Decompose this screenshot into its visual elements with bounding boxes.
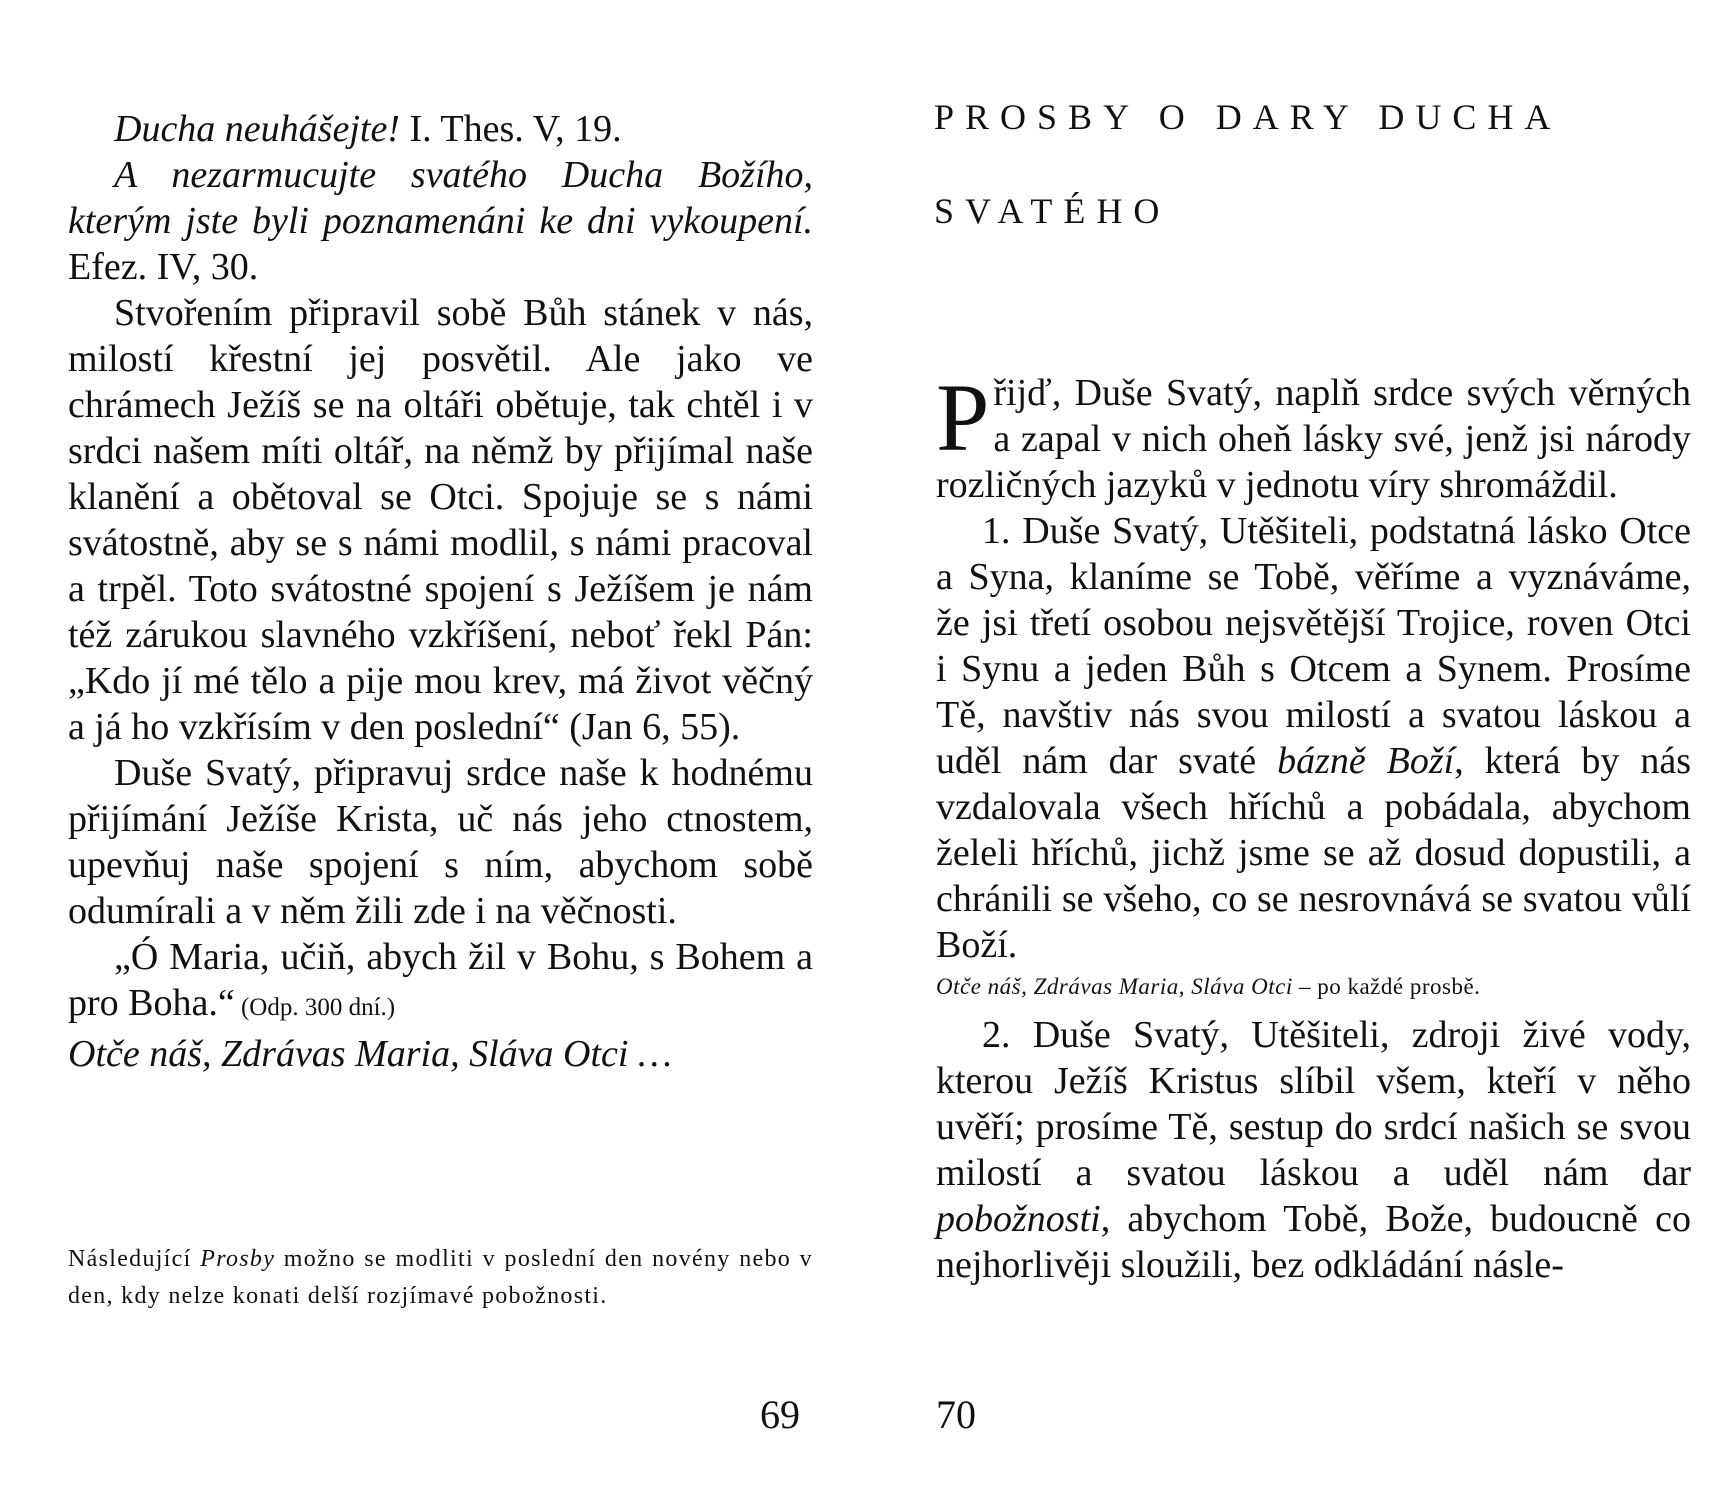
prayer-paragraph: Duše Svatý, připravuj srdce naše k hodnému přijímání Ježíše Krista, uč nás jeho ctnostem, upevňuj naše spojení s ním, abychom sobě odumírali a v něm žili zde i na věčnosti. <box>68 752 813 932</box>
footnote-text-before: Následující <box>68 1246 201 1272</box>
petition-1-gift: bázně Boží <box>1277 740 1455 782</box>
right-page-body <box>936 364 1691 1288</box>
chapter-title-line-2: SVATÉHO <box>934 191 1171 231</box>
footnote-italic: Prosby <box>200 1246 276 1272</box>
scripture-verse-2 <box>68 152 813 290</box>
petition-2-text-b: , abychom Tobě, Bože, budoucně co nejhorlivěji sloužili, bez odkládání násle- <box>936 1198 1691 1286</box>
aspiration-paragraph <box>68 934 813 1031</box>
verse-1-reference: I. Thes. V, 19. <box>399 108 622 150</box>
refrain-instruction: – po každé prosbě. <box>1292 974 1481 999</box>
petition-1-text-a: Duše Svatý, Utěšiteli, podstatná lásko Otce a Syna, klaníme se Tobě, věříme a vyznáváme, že jsi třetí osobou nejsvětější Trojice, roven Otci i Synu a jeden Bůh s Otcem a Synem. Prosíme Tě, navštiv nás svou milostí a svatou láskou a uděl nám dar svaté <box>936 510 1691 782</box>
petition-1 <box>936 508 1691 968</box>
left-page-body <box>68 106 813 1077</box>
petition-1-number: 1. <box>982 510 1011 552</box>
prayers-line: Otče náš, Zdrávas Maria, Sláva Otci … <box>68 1033 672 1075</box>
petition-2-gift: pobožnosti <box>936 1198 1101 1240</box>
meditation-paragraph: Stvořením připravil sobě Bůh stánek v nás, milostí křestní jej posvětil. Ale jako ve chrámech Ježíš se na oltáři obětuje, tak chtěl i v srdci našem míti oltář, na němž by přijímal naše klanění a obětoval se Otci. Spojuje se s námi svátostně, aby se s námi modlil, s námi pracoval a trpěl. Toto svátostné spojení s Ježíšem je nám též zárukou slavného vzkříšení, neboť řekl Pán: „Kdo jí mé tělo a pije mou krev, má život věčný a já ho vzkřísím v den poslední“ (Jan 6, 55). <box>68 292 813 748</box>
chapter-title-line-1: PROSBY O DARY DUCHA <box>934 97 1562 137</box>
page-number-left: 69 <box>760 1392 800 1437</box>
intro-text: řijď, Duše Svatý, naplň srdce svých věrných a zapal v nich oheň lásky své, jenž jsi národy rozličných jazyků v jednotu víry shromáždil. <box>936 372 1691 506</box>
petition-2-text-a: Duše Svatý, Utěšiteli, zdroji živé vody, kterou Ježíš Kristus slíbil všem, kteří v něho uvěří; prosíme Tě, sestup do srdcí našich se svou milostí a svatou láskou a uděl nám dar <box>936 1014 1691 1194</box>
aspiration-text: „Ó Maria, učiň, abych žil v Bohu, s Bohem a pro Boha.“ <box>68 936 813 1024</box>
footnote <box>68 1241 813 1315</box>
drop-cap: P <box>936 364 990 471</box>
refrain-line <box>936 970 1691 1004</box>
verse-1-text: Ducha neuhášejte! <box>114 108 400 150</box>
page-number-right: 70 <box>936 1392 976 1437</box>
right-page <box>866 0 1732 1500</box>
verse-2-text: A nezarmucujte svatého Ducha Božího, kterým jste byli poznamenáni ke dni vykoupení. <box>68 154 813 242</box>
verse-2-reference: Efez. IV, 30. <box>68 246 259 288</box>
petition-1-text-b: , která by nás vzdalovala všech hříchů a pobádala, abychom želeli hříchů, jichž jsme se až dosud dopustili, a chránili se všeho, co se nesrovnává se svatou vůlí Boží. <box>936 740 1691 966</box>
footnote-text-after: možno se modliti v poslední den novény nebo v den, kdy nelze konati delší rozjímavé pobožnosti. <box>68 1246 813 1309</box>
indulgence-note: (Odp. 300 dní.) <box>234 994 396 1021</box>
petition-2 <box>936 1012 1691 1288</box>
intro-prayer <box>936 364 1691 508</box>
scripture-verse-1 <box>68 106 813 152</box>
refrain-prayers: Otče náš, Zdrávas Maria, Sláva Otci <box>936 974 1293 999</box>
petition-2-number: 2. <box>982 1014 1011 1056</box>
